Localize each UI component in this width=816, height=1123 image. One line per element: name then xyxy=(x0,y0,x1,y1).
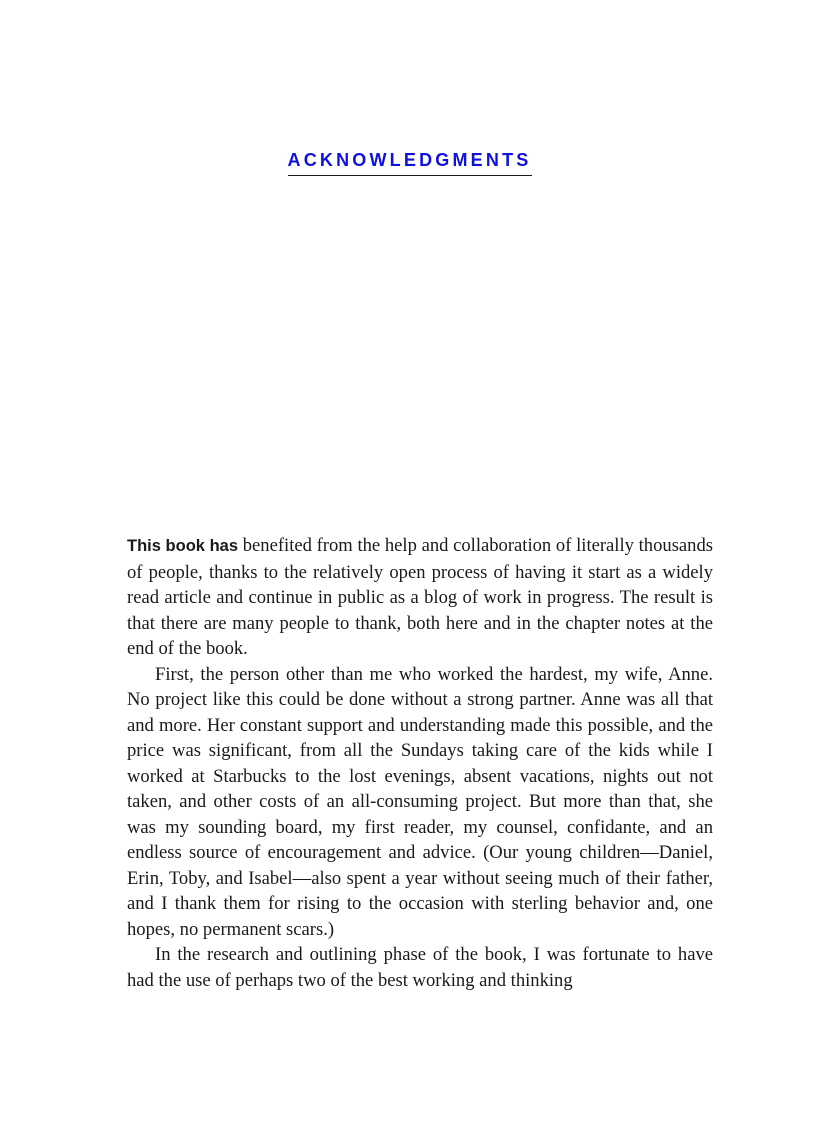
lead-in-text: This book has xyxy=(127,537,239,555)
paragraph-2: First, the person other than me who worked the hardest, my wife, Anne. No project like this could be done without a strong partner. Anne was all that and more. Her constant support and understanding made this possible, and the price was significant, from all the Sundays taking care of the kids while I worked at Starbucks to the lost evenings, absent vacations, nights out not taken, and other costs of an all-consuming project. But more than that, she was my sounding board, my first reader, my counsel, confidante, and an endless source of encouragement and advice. (Our young children—Daniel, Erin, Toby, and Isabel—also spent a year without seeing much of their father, and I thank them for rising to the occasion with sterling behavior and, one hopes, no permanent scars.) xyxy=(127,663,713,940)
paragraph-1 xyxy=(127,533,713,662)
body-text xyxy=(127,533,713,993)
heading-container xyxy=(0,150,816,176)
chapter-heading: ACKNOWLEDGMENTS xyxy=(288,150,532,176)
paragraph-1-text: benefited from the help and collaboration of literally thousands of people, thanks to the relatively open process of having it start as a widely read article and continue in public as a blog of work in progress. The result is that there are many people to thank, both here and in the chapter notes at the end of the book. xyxy=(127,535,714,659)
paragraph-3: In the research and outlining phase of the book, I was fortunate to have had the use of perhaps two of the best working and thinking xyxy=(127,944,713,991)
